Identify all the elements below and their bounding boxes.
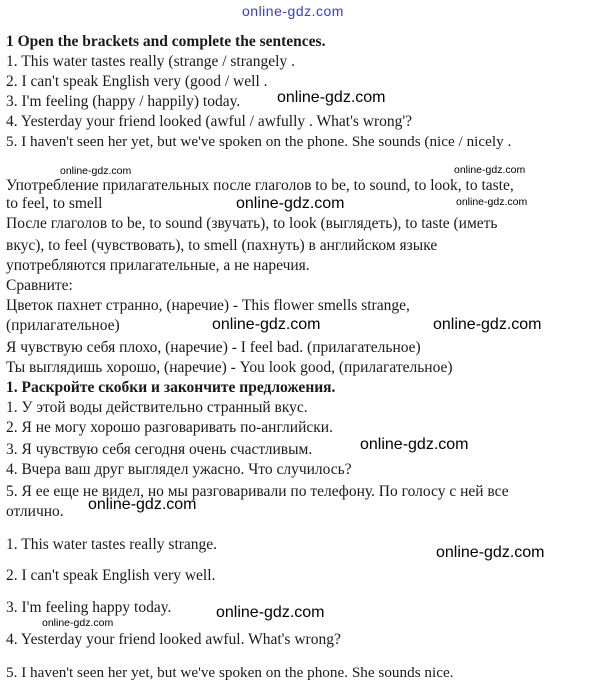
translation-line: 5. Я ее еще не видел, но мы разговаривали по телефону. По голосу с ней все — [6, 483, 509, 500]
explanation-line: После глаголов to be, to sound (звучать), to look (выглядеть), to taste (иметь — [6, 215, 498, 232]
explanation-line: употребляются прилагательные, а не наречия. — [6, 257, 310, 274]
task-line: 5. I haven't seen her yet, but we've spoken on the phone. She sounds (nice / nicely . — [6, 133, 512, 150]
explanation-line: Сравните: — [6, 277, 73, 294]
explanation-line: to feel, to smell — [6, 195, 103, 212]
watermark-text: online-gdz.com — [433, 316, 542, 333]
watermark-text: online-gdz.com — [277, 89, 386, 106]
watermark-text: online-gdz.com — [42, 617, 114, 629]
translation-line: 1. У этой воды действительно странный вкус. — [6, 399, 308, 416]
watermark-text: online-gdz.com — [212, 316, 321, 333]
translation-line: 2. Я не могу хорошо разговаривать по-английски. — [6, 419, 333, 436]
answer-line: 3. I'm feeling happy today. — [6, 599, 172, 616]
explanation-line: Ты выглядишь хорошо, (наречие) - You look good, (прилагательное) — [6, 359, 453, 376]
explanation-line: Употребление прилагательных после глаголов to be, to sound, to look, to taste, — [6, 177, 514, 194]
watermark-text: online-gdz.com — [456, 196, 528, 208]
translation-line: отлично. — [6, 503, 64, 520]
watermark-text: online-gdz.com — [216, 604, 325, 621]
watermark-text: online-gdz.com — [360, 436, 469, 453]
explanation-line: Цветок пахнет странно, (наречие) - This flower smells strange, — [6, 297, 410, 314]
task-line: 2. I can't speak English very (good / well . — [6, 73, 268, 90]
explanation-line: Я чувствую себя плохо, (наречие) - I feel bad. (прилагательное) — [6, 339, 421, 356]
watermark-top: online-gdz.com — [242, 3, 344, 19]
task-line: 1. This water tastes really (strange / strangely . — [6, 53, 295, 70]
answer-line: 4. Yesterday your friend looked awful. What's wrong? — [6, 631, 341, 648]
task-line: 3. I'm feeling (happy / happily) today. — [6, 93, 241, 110]
answer-line: 2. I can't speak English very well. — [6, 567, 216, 584]
explanation-line: вкус), to feel (чувствовать), to smell (пахнуть) в английском языке — [6, 237, 438, 254]
watermark-text: online-gdz.com — [60, 165, 132, 177]
translation-line: 4. Вчера ваш друг выглядел ужасно. Что случилось? — [6, 461, 352, 478]
translation-heading: 1. Раскройте скобки и закончите предложения. — [6, 379, 336, 396]
task-line: 4. Yesterday your friend looked (awful / awfully . What's wrong'? — [6, 113, 413, 130]
watermark-text: online-gdz.com — [88, 496, 197, 513]
answer-line: 1. This water tastes really strange. — [6, 536, 218, 553]
watermark-text: online-gdz.com — [436, 544, 545, 561]
watermark-text: online-gdz.com — [236, 195, 345, 212]
answer-line: 5. I haven't seen her yet, but we've spoken on the phone. She sounds nice. — [6, 664, 454, 681]
explanation-line: (прилагательное) — [6, 317, 120, 334]
translation-line: 3. Я чувствую себя сегодня очень счастливым. — [6, 441, 313, 458]
exercise-heading: 1 Open the brackets and complete the sentences. — [6, 33, 326, 50]
watermark-text: online-gdz.com — [454, 164, 526, 176]
